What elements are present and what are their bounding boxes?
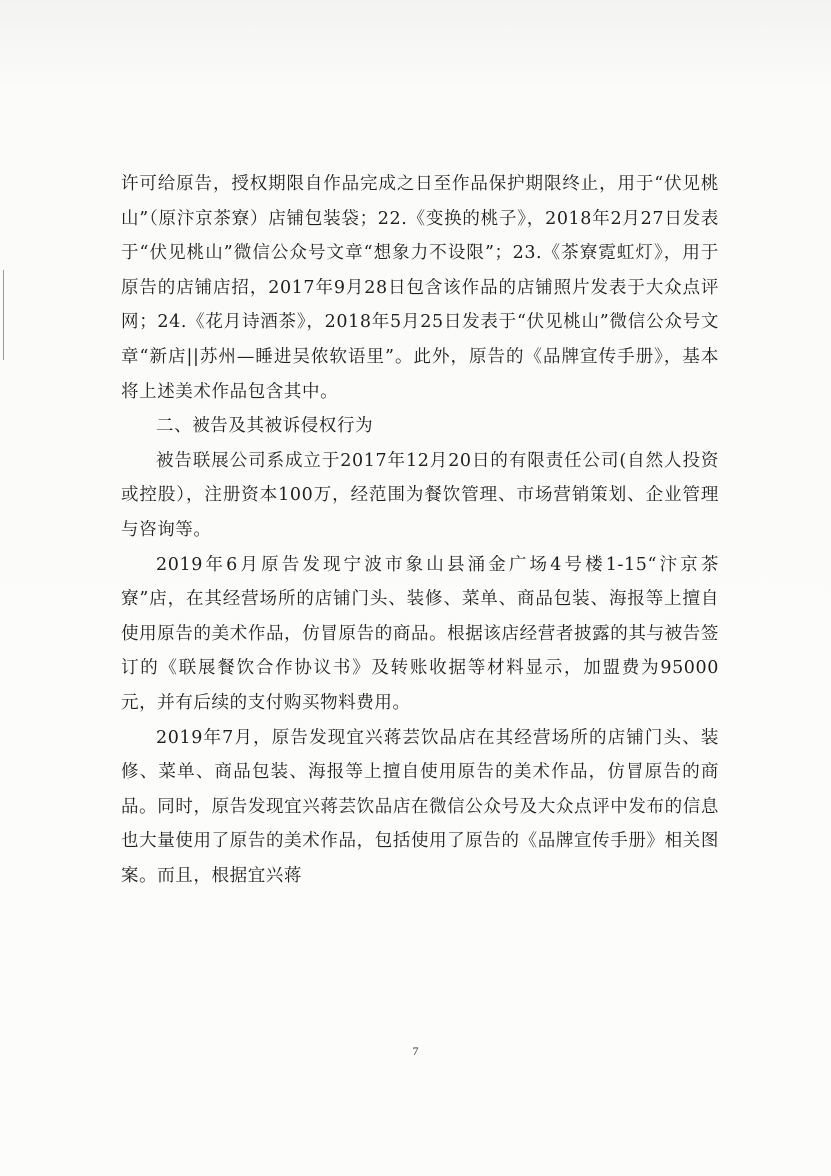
section-heading: 二、被告及其被诉侵权行为 [156, 416, 374, 437]
document-body [121, 167, 719, 893]
paragraph-defendant-info: 被告联展公司系成立于2017年12月20日的有限责任公司(自然人投资或控股），注册资本100万，经范围为餐饮管理、市场营销策划、企业管理与咨询等。 [121, 450, 719, 540]
page-number: 7 [412, 1044, 419, 1058]
paragraph-continuation: 许可给原告，授权期限自作品完成之日至作品保护期限终止，用于“伏见桃山”（原汴京茶寮）店铺包装袋；22.《变换的桃子》，2018年2月27日发表于“伏见桃山”微信公众号文章“想象力不设限”；23.《茶寮霓虹灯》，用于原告的店铺店招，2017年9月28日包含该作品的店铺照片发表于大众点评网；24.《花月诗酒茶》，2018年5月25日发表于“伏见桃山”微信公众号文章“新店||苏州—睡进吴侬软语里”。此外，原告的《品牌宣传手册》，基本将上述美术作品包含其中。 [121, 174, 719, 402]
paragraph-yixing-store: 2019年7月，原告发现宜兴蒋芸饮品店在其经营场所的店铺门头、装修、菜单、商品包装、海报等上擅自使用原告的美术作品，仿冒原告的商品。同时，原告发现宜兴蒋芸饮品店在微信公众号及大众点评中发布的信息也大量使用了原告的美术作品，包括使用了原告的《品牌宣传手册》相关图案。而且，根据宜兴蒋 [121, 727, 719, 886]
scan-edge-mark [3, 270, 4, 360]
paragraph-ningbo-store: 2019年6月原告发现宁波市象山县涌金广场4号楼1-15“汴京茶寮”店，在其经营场所的店铺门头、装修、菜单、商品包装、海报等上擅自使用原告的美术作品，仿冒原告的商品。根据该店经营者披露的其与被告签订的《联展餐饮合作协议书》及转账收据等材料显示，加盟费为95000元，并有后续的支付购买物料费用。 [121, 554, 719, 713]
